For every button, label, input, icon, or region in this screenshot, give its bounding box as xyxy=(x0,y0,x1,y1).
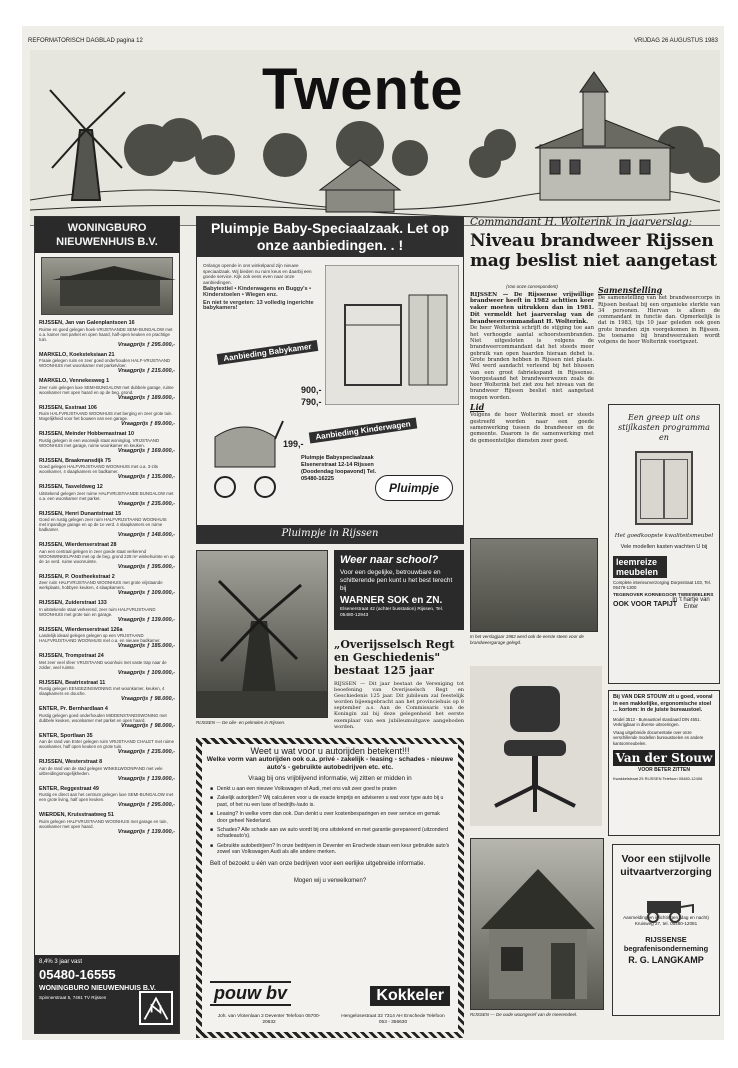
listing-item xyxy=(35,377,179,404)
listing-title: MARKELO, Koeksteksiaan 21 xyxy=(39,351,115,358)
windmill-photo-shape xyxy=(197,551,328,718)
school-name: WARNER SOK en ZN. xyxy=(340,595,443,607)
listing-desc: Met zeer veel sfeer VRIJSTAAND woonhuis met vaste trap naar de zolder, veel ruimte. xyxy=(39,659,167,670)
listing-desc: Ruim HALFVRIJSTAAND WOONHUIS met berging en zeer grote tuin. Mogelijkheid voor het bouwen van een garage. xyxy=(39,411,173,421)
listing-price: Vraagprijs ƒ 139.000,- xyxy=(117,616,175,623)
listing-price: Vraagprijs ƒ 185.000,- xyxy=(117,643,175,649)
stouw-sub: VOOR BETER ZITTEN xyxy=(638,766,690,773)
article-subhead-samenstelling: Samenstelling xyxy=(598,285,663,295)
listing-item xyxy=(35,573,179,600)
listing-item xyxy=(35,599,179,626)
stouw-body: Model 3513 - Bureaustoel standaard DIN 4551. Verkrijgbaar in diverse uitvoeringen. xyxy=(613,716,701,727)
woningburo-ad xyxy=(34,216,180,1034)
pouw-logo: pouw bv xyxy=(210,981,291,1006)
pouw-address: Joh. van Vlotenlaan 2 Deventer Telefoon 05700-20632 xyxy=(217,1014,321,1025)
meubel-town: In 't hartje van Enter xyxy=(672,597,710,610)
listing-price: Vraagprijs ƒ 189.000,- xyxy=(117,394,175,401)
listing-item xyxy=(35,679,179,706)
overijssel-body: RIJSSEN — Dit jaar bestaat de Vereniging tot beoefening van Overijsselsch Regt en Geschiedenis 125 jaar. Dit jubileum zal feestelijk worden bijeengebracht aan het provinciehuis op 8 september a.s. Aan de Commissaris van de Koningin zal bij deze gelegenheid het eerste exemplaar van een jubileumuitgave aangeboden worden. xyxy=(334,681,464,730)
listing-desc: Aan de rand van de stad gelegen WINKELWOONPAND met vele uitbreidingsmogelijkheden. xyxy=(39,765,163,776)
listing-desc: Landelijk ideaal gelegen gelegen op een VRIJSTAAND HALFVRIJSTAAND WOONHUIS met o.a. en nieuwe badkamer. xyxy=(39,633,161,643)
overijssel-headline: „Overijsselsch Regt en Geschiedenis" bestaat 125 jaar xyxy=(334,638,455,677)
farmhouse-shape xyxy=(471,839,604,1010)
listing-title: MARKELO, Vennekesweg 1 xyxy=(39,378,110,384)
listing-price: Vraagprijs ƒ 98.000,- xyxy=(120,722,175,729)
listing-title: WIERDEN, Kruisstraatweg 51 xyxy=(39,812,114,818)
kokkeler-address: Hengelosestraat 32 7314 AH Enschede Telefoon 053 - 356630 xyxy=(341,1014,445,1025)
listing-price: Vraagprijs ƒ 148.000,- xyxy=(117,532,175,538)
school-ad xyxy=(334,550,464,630)
article-lead: RIJSSEN — De Rijssense vrijwillige brandweer heeft in 1982 achttien keer vaker moeten uitrukken dan in 1981. Dit vermeldt het jaarverslag van de brandweercommandant H. Wolterink. xyxy=(470,291,594,325)
uitvaart-owner: R. G. LANGKAMP xyxy=(628,954,704,965)
pouw-tagline: Vraag bij ons vrijblijvend informatie, wij zitten er midden in xyxy=(248,775,412,782)
listing-title: RIJSSEN, Esstraat 106 xyxy=(39,404,97,411)
hearse-carriage-icon xyxy=(637,895,697,923)
listing-item xyxy=(35,705,179,732)
pluimpje-address: Pluimpje Babyspeciaalzaak Elsenerstraat 12-14 Rijssen (Doodendag loopavond) Tel. 05480-16225 xyxy=(301,455,377,482)
listing-list xyxy=(35,319,179,838)
listing-title: RIJSSEN, Braakmansdijk 75 xyxy=(39,457,111,464)
listing-item xyxy=(35,541,179,573)
listing-price: Vraagprijs ƒ 109.000,- xyxy=(117,669,175,676)
uitvaart-headline: Voor een stijlvolle uitvaartverzorging xyxy=(620,853,712,878)
article-headline: Niveau brandweer Rijssen mag beslist niet aangetast xyxy=(470,231,717,271)
meubel-ad xyxy=(608,404,720,684)
pouw-heading: Weet u wat voor u autorijden betekent!!! xyxy=(250,746,410,756)
listing-title: RIJSSEN, Wierdenserstraat 28 xyxy=(39,542,117,548)
price-3: 199,- xyxy=(283,439,304,449)
listing-desc: Goed en rustig gelegen zeer ruim HALFVRIJSTAAND WOONHUIS met inpandige garage en op de 1e verd. 4 slaapkamers en ruime badkamer. xyxy=(39,517,167,532)
listing-title: ENTER, Sportlaan 35 xyxy=(39,732,93,739)
meubel-tapijt: OOK VOOR TAPIJT xyxy=(613,600,678,608)
pluimpje-footer: Pluimpje in Rijssen xyxy=(197,525,463,543)
office-chair-icon xyxy=(470,666,602,826)
listing-price: Vraagprijs ƒ 139.000,- xyxy=(117,828,175,835)
listing-item xyxy=(35,457,179,484)
phone-number: 05480-16555 xyxy=(39,967,116,982)
price-2: 790,- xyxy=(301,397,322,407)
agency-logo-icon xyxy=(139,991,173,1025)
listing-title: RIJSSEN, Trompstraat 24 xyxy=(39,653,104,659)
pouw-item: ■ Gebruikte autobedrijven? In onze bedrijven in Deventer en Enschede staan een keur gebruikte auto's zowel van Volkswagen Audi als alle andere merken. xyxy=(210,843,450,856)
meubel-sub: Vele modellen kasten wachten U bij xyxy=(620,544,708,550)
windmill-photo xyxy=(196,550,328,718)
listing-price: Vraagprijs ƒ 109.000,- xyxy=(117,590,175,596)
meubel-logo: leemreize meubelen xyxy=(613,556,667,578)
strip-babykamer: Aanbieding Babykamer xyxy=(217,340,318,365)
twente-banner xyxy=(30,50,720,226)
listing-desc: Rustig gelegen EENGEZINSWONING met woonkamer, keuken, 4 slaapkamers en douche. xyxy=(39,686,165,696)
pouw-item: ■ Denkt u aan een nieuwe Volkswagen of Audi, met ons valt zeer goed te praten xyxy=(210,786,450,792)
listing-title: RIJSSEN, P. Oostheekstraat 2 xyxy=(39,573,115,580)
brandweer-photo xyxy=(470,538,598,632)
listing-item xyxy=(35,652,179,679)
stouw-footer: Kwakkelstraat 25 RIJSSEN Telefoon 05480-12406 xyxy=(613,775,703,781)
listing-item xyxy=(35,404,179,431)
listing-title: RIJSSEN, Wierdenserstraat 126a xyxy=(39,626,123,633)
listing-item xyxy=(35,510,179,542)
price-1: 900,- xyxy=(301,385,322,395)
pouw-subheading: Welke vorm van autorijden ook o.a. privé - zakelijk - leasing - schades - nieuwe auto's - gebruikte autobedrijven etc. etc. xyxy=(206,756,454,771)
listing-desc: Rustig en direct aan het centrum gelegen luxe SEMI-BUNGALOW met een grote living, half open keuken. xyxy=(39,792,174,802)
pouw-belt: Belt of bezoekt u één van onze bedrijven voor een eerlijke uitgebreide informatie. xyxy=(210,860,426,867)
agency-name: WONINGBURO NIEUWENHUIS B.V. xyxy=(39,985,156,992)
listing-desc: In uitstekende staat verkerend, zeer ruim HALFVRIJSTAAND WOONHUIS met grote tuin en garage. xyxy=(39,606,156,617)
listing-title: RIJSSEN, Westerstraat 8 xyxy=(39,759,103,765)
stouw-headline: Bij VAN DER STOUW zit u goed, vooral in een makkelijke, ergonomische stoel ... kortom: in de juiste bureaustoel. xyxy=(613,694,713,714)
listing-desc: Ruime en goed gelegen hoek-VRIJSTAANDE SEMI-BUNGALOW met o.a. kamer met parket en open haard, half-open keuken en prachtige tuin. xyxy=(39,326,173,342)
listing-price: Vraagprijs ƒ 235.000,- xyxy=(117,749,175,755)
listing-item xyxy=(35,483,179,510)
house-caption: RIJSSEN — De oude woongerief van de meerendeel. xyxy=(470,1012,578,1017)
listing-price: Vraagprijs ƒ 169.000,- xyxy=(117,447,175,454)
listing-price: Vraagprijs ƒ 135.000,- xyxy=(117,474,175,480)
article-body-2: De samenstelling van het brandweercorps in Rijssen bestaat bij een organieke sterkte van 34 personen. Hiervan is alleen de commandant in functie dan. Opmerkelijk is dat in 1983, tijs 10 jaar geleden ook geen grote branden zijn voorgekomen in Rijssen. De toename bij brandweerzaken wordt volgens de heer Wolterink voortgezet. xyxy=(598,295,720,346)
stouw-logo: Van der Stouw xyxy=(613,750,715,766)
paper-name: REFORMATORISCH DAGBLAD pagina 12 xyxy=(28,38,143,44)
cabinet-illustration xyxy=(635,451,693,525)
pluimpje-note: En niet te vergeten: 13 volledig ingerichte babykamers! xyxy=(203,299,314,312)
meubel-small: Complete interieurverzorging Dorpsstraat 103, Tel. 05478-1300 xyxy=(613,580,712,591)
listing-desc: Aan een centraal gelegen in zeer goede staat verkerend WOONWINKELPAND met op de beg. grond 228 m² winkelruimte en op de 1e verd. ruime woonruimte. xyxy=(39,548,175,564)
pluimpje-logo: Pluimpje xyxy=(375,475,453,501)
listing-title: ENTER, Reggestraat 49 xyxy=(39,785,99,792)
woningburo-footer xyxy=(35,955,179,1033)
article-header xyxy=(470,216,720,271)
section-title: Twente xyxy=(262,57,464,122)
school-headline: Weer naar school? xyxy=(340,554,439,566)
listing-desc: Goed gelegen HALFVRIJSTAAND WOONHUIS met o.a. 3-zits woonkamer, 4 slaapkamers en badkamer. xyxy=(39,464,159,474)
listing-price: Vraagprijs ƒ 139.000,- xyxy=(117,775,175,782)
listing-title: RIJSSEN, Henri Dunantstraat 15 xyxy=(39,510,122,517)
pouw-kokkeler-ad xyxy=(196,738,464,1038)
pluimpje-ad xyxy=(196,216,464,544)
issue-date: VRIJDAG 26 AUGUSTUS 1983 xyxy=(633,38,718,44)
listing-desc: Uitstekend gelegen zeer ruime HALFVRIJSTAANDE BUNGALOW met o.a. een woonkamer met parket. xyxy=(39,490,174,501)
listing-item xyxy=(35,351,179,378)
listing-title: ENTER, Pr. Bernhardlaan 4 xyxy=(39,706,108,712)
article-body-3: Volgens de heer Wolterink moet er steeds gestreefd worden naar een goede samenwerking tussen de brandweer en de gemeente. Daarom is de samenwerking met de gemeentelijke diensten zeer goed. xyxy=(470,412,594,444)
listing-item xyxy=(35,758,179,785)
listing-title: RIJSSEN, Beatrixstraat 11 xyxy=(39,679,106,686)
article-kicker: Commandant H. Wolterink in jaarverslag: xyxy=(470,216,693,228)
listing-item xyxy=(35,785,179,812)
pluimpje-intro xyxy=(203,263,321,312)
listing-price: Vraagprijs ƒ 215.000,- xyxy=(117,368,175,374)
article-body-1: De heer Wolterink schrijft de stijging toe aan het verhoogde aantal schoorsteenbranden. Niet uitgesloten is volgens de brandweercommandant dat het steeds meer gebruik van open haarden hieraan debet is. Grote branden hebben in Rijssen niet plaats. Wel werd aandacht verleend bij het blussen van een groot fabriekspand in Rijssense. Voorgestaand het brandweerwezen zoals de heer Wolterink het ziet zou het niveau van de brandweer Rijssen beslist niet aangetast mogen worden. xyxy=(470,325,594,401)
listing-item xyxy=(35,626,179,653)
article-byline: (Van onze correspondent) xyxy=(506,284,558,289)
listing-item xyxy=(35,811,179,838)
pouw-welcome: Mogen wij u verwelkomen? xyxy=(293,878,367,885)
listing-price: Vraagprijs ƒ 98.000,- xyxy=(120,696,175,702)
listing-desc: Fraaie gelegen ruim en zeer goed onderhouden HALF-VRIJSTAAND WOONHUIS met woonkamer met parketvloer. xyxy=(39,358,171,368)
windmill-caption: RIJSSEN — De olie- en pelmolen in Rijssen. xyxy=(196,720,286,725)
listing-price: Vraagprijs ƒ 89.000,- xyxy=(120,421,175,427)
listing-desc: Zeer ruim HALFVRIJSTAAND WOONHUIS met grote vrijstaande werkplaats, hobbyen keuken, 4 slaapkamers. xyxy=(39,580,163,590)
house-photo-2 xyxy=(470,838,604,1010)
meubel-headline: Een greep uit ons stijlkasten programma en xyxy=(618,413,710,442)
listing-item xyxy=(35,319,179,351)
pluimpje-list: Babytextiel • Kinderwagens en Buggy's • Kinderstoelen • Wiegen enz. xyxy=(203,286,312,298)
listing-title: RIJSSEN, Meinder Hobbemastraat 10 xyxy=(39,431,134,437)
kokkeler-logo: Kokkeler xyxy=(370,986,450,1006)
pluimpje-headline: Pluimpje Baby-Speciaalzaak. Let op onze aanbiedingen. . ! xyxy=(197,217,463,257)
article-column-2 xyxy=(598,284,720,346)
meubel-tag: TEGENOVER KORNEGOOR TWEEWIELERS xyxy=(613,592,714,598)
article-column-1 xyxy=(470,284,594,444)
uitvaart-name: RIJSSENSE begrafenisonderneming xyxy=(623,934,709,953)
listing-title: RIJSSEN, Zuiderstraat 133 xyxy=(39,600,107,606)
school-address: Elsenerstraat 42 (achter busstation) Rijssen, Tel. 05480-12943 xyxy=(340,607,444,619)
agency-address: Spinnerstraat 5, 7461 TV Rijssen xyxy=(39,995,107,1000)
chair-photo xyxy=(470,666,602,826)
stouw-note: Vraag uitgebreide documentatie over onze verschillende modellen bureaustoelen en andere kantoormeubelen. xyxy=(613,730,704,746)
strip-kinderwagen: Aanbieding Kinderwagen xyxy=(309,418,417,444)
listing-desc: Aan de rand van Enter gelegen ruim VRIJSTAAND CHALET met ruime woonkamer, half open keuken en grote tuin. xyxy=(39,739,175,749)
listing-desc: Rustig gelegen goed onderhouden MIDDENSTANDSWONING met dubbele keuken, woonkamer met parket en open haard. xyxy=(39,712,167,723)
pouw-item: ■ Leasing? In welke vorm dan ook. Dan denkt u over kostenbesparingen en over service en gemak door geheel Nederland. xyxy=(210,811,450,824)
listing-title: RIJSSEN, Jan van Galenplantsoen 16 xyxy=(39,320,135,326)
school-body: Voor een degelijke, betrouwbare en schitterende pen kunt u het best terecht bij xyxy=(340,569,453,592)
listing-price: Vraagprijs ƒ 295.000,- xyxy=(117,802,175,808)
pluimpje-intro-text: Onlangs opende in ons winkelpand zijn nieuwe speciaalzaak. Wij bieden nu ruim keus en daarbij een goede service. Kijk ook eens even naar onze aanbiedingen. xyxy=(203,263,312,285)
uitvaart-sub: Aanmelding en inlichtingen (dag en nacht) Kruisweg 27, tel. 05480-12081 xyxy=(623,915,709,926)
listing-price: Vraagprijs ƒ 295.000,- xyxy=(117,341,175,348)
listing-price: Vraagprijs ƒ 395.000,- xyxy=(117,563,175,570)
listing-item xyxy=(35,732,179,759)
house-photo xyxy=(41,257,173,315)
listing-desc: Rustig gelegen in een woonwijk staat woninglog. VRIJSTAAND WOONHUIS met garage, ruime woonkamer en keuken. xyxy=(39,437,160,448)
listing-price: Vraagprijs ƒ 235.000,- xyxy=(117,500,175,507)
article-subhead-lid: Lid xyxy=(470,402,485,413)
meubel-tagline: Het goedkoopste kwaliteitsmeubel xyxy=(614,533,714,539)
listing-desc: Ruim gelegen HALFVRIJSTAAND WOONHUIS met garage en tuin, woonkamer met open haard. xyxy=(39,818,168,829)
page-header xyxy=(22,26,724,44)
stouw-ad xyxy=(608,690,720,836)
pouw-list xyxy=(210,786,450,856)
newspaper-page xyxy=(22,26,724,1040)
mortgage-rate: 8,4% 3 jaar vast xyxy=(39,959,83,965)
overijssel-article xyxy=(334,638,464,730)
pouw-item: ■ Zakelijk autorijden? Wij calculeren voor u de exacte kmprijs en adviseren u wat voor type auto bij u past, of het nu een luxe of bedrijfs-/auto is. xyxy=(210,795,450,808)
uitvaart-ad xyxy=(612,844,720,1016)
babykamer-illustration xyxy=(325,265,459,405)
brandweer-caption: In het verslagjaar 1982 werd ook de eerste steen voor de brandweergarage gelegd. xyxy=(470,634,584,645)
pram-illustration xyxy=(205,417,285,503)
pouw-item: ■ Schades? Alle schade aan uw auto wordt bij ons uitstekend en met garantie gerepareerd (uitzonderd schadeauto's). xyxy=(210,827,450,840)
listing-item xyxy=(35,430,179,457)
listing-title: RIJSSEN, Tasveldweg 12 xyxy=(39,484,103,490)
listing-desc: Zeer ruim gelegen luxe SEMI-BUNGALOW met dubbele garage, ruime woonkamer met open haard en op de beg. grond. xyxy=(39,384,174,395)
woningburo-title: WONINGBURO NIEUWENHUIS B.V. xyxy=(35,217,179,253)
